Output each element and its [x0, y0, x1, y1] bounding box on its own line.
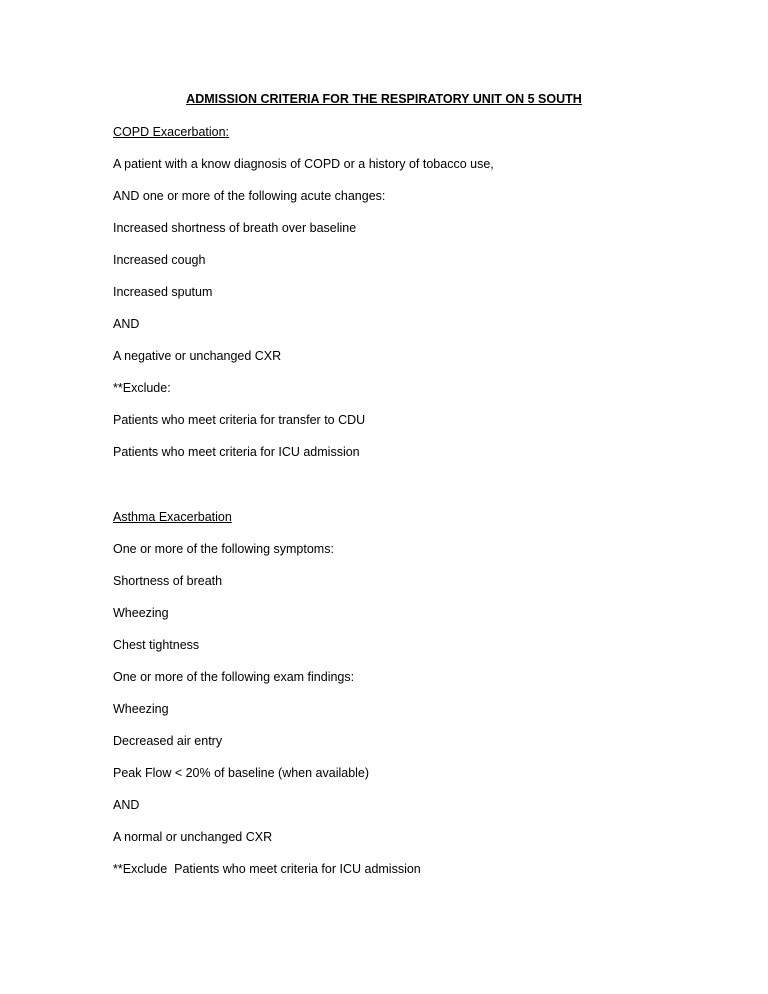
asthma-line-11: **Exclude Patients who meet criteria for ICU admission	[113, 862, 421, 876]
asthma-line-6: Wheezing	[113, 702, 169, 716]
asthma-line-4: Chest tightness	[113, 638, 200, 652]
asthma-line-5: One or more of the following exam findings:	[113, 670, 355, 684]
document-title: ADMISSION CRITERIA FOR THE RESPIRATORY UNIT ON 5 SOUTH	[186, 92, 582, 106]
copd-line-1: A patient with a know diagnosis of COPD or a history of tobacco use,	[113, 157, 494, 171]
copd-line-3: Increased shortness of breath over baseline	[113, 221, 357, 235]
asthma-line-2: Shortness of breath	[113, 574, 223, 588]
asthma-heading: Asthma Exacerbation	[113, 510, 232, 524]
asthma-line-1: One or more of the following symptoms:	[113, 542, 334, 556]
asthma-line-9: AND	[113, 798, 140, 812]
copd-line-9: Patients who meet criteria for transfer to CDU	[113, 413, 366, 427]
asthma-line-8: Peak Flow < 20% of baseline (when available)	[113, 766, 370, 780]
copd-line-2: AND one or more of the following acute changes:	[113, 189, 386, 203]
copd-heading: COPD Exacerbation:	[113, 125, 230, 139]
copd-line-7: A negative or unchanged CXR	[113, 349, 282, 363]
asthma-line-7: Decreased air entry	[113, 734, 223, 748]
copd-line-4: Increased cough	[113, 253, 206, 267]
copd-line-6: AND	[113, 317, 140, 331]
copd-line-10: Patients who meet criteria for ICU admission	[113, 445, 360, 459]
asthma-line-3: Wheezing	[113, 606, 169, 620]
copd-line-5: Increased sputum	[113, 285, 213, 299]
asthma-line-10: A normal or unchanged CXR	[113, 830, 273, 844]
copd-line-8: **Exclude:	[113, 381, 171, 395]
